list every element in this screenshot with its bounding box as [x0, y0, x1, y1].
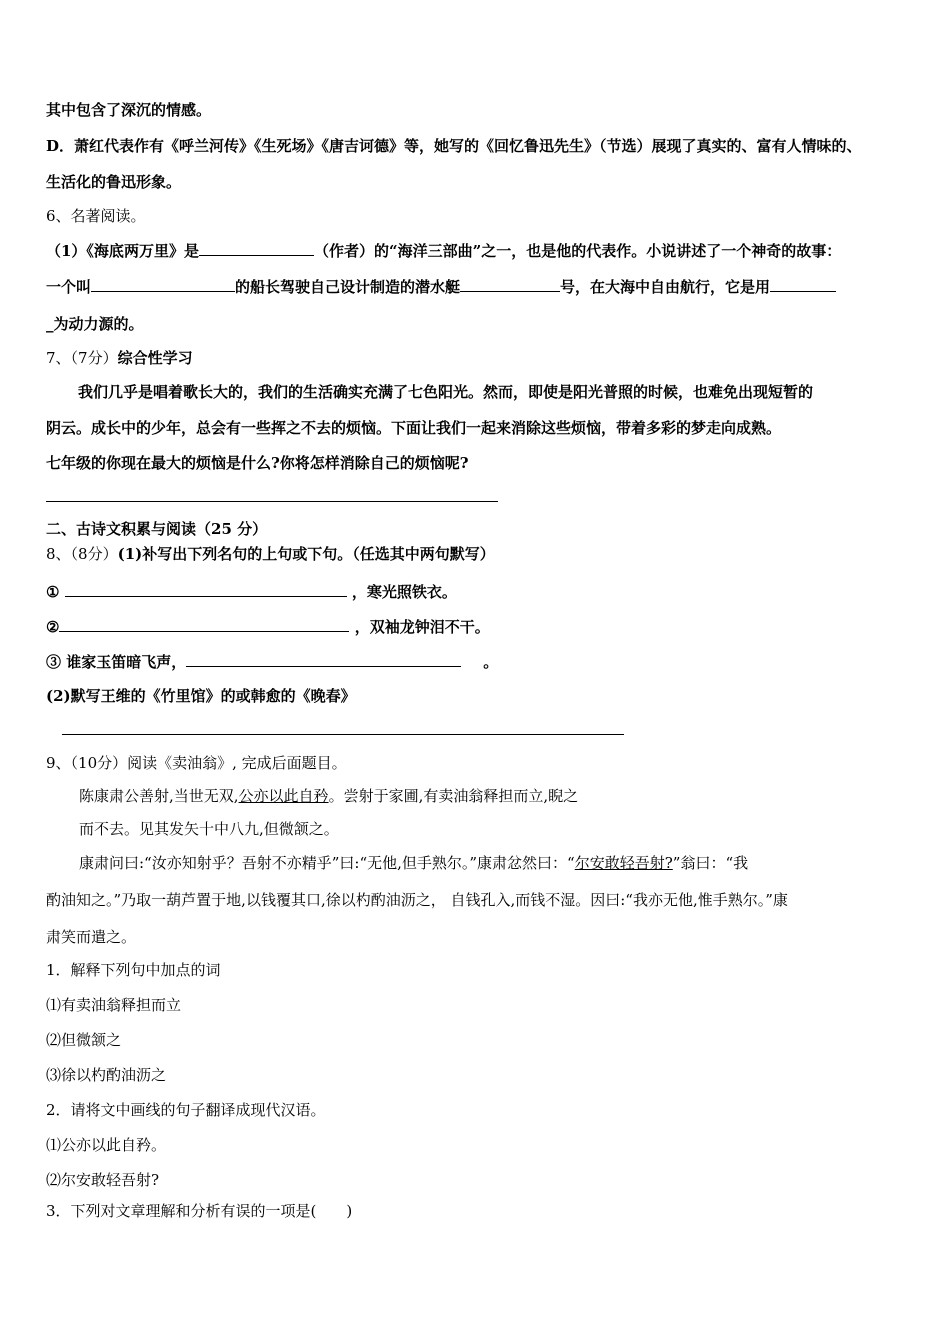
blank-submarine[interactable] [460, 276, 560, 292]
question-6-line-3: _为动力源的。 [46, 315, 144, 333]
q6-text: （1）《海底两万里》是 [46, 242, 199, 260]
q8-text: ，双袖龙钟泪不干。 [354, 618, 490, 636]
q8-item-4: (2)默写王维的《竹里馆》的或韩愈的《晚春》 [46, 687, 356, 705]
blank-author[interactable] [199, 240, 314, 256]
q8-text: ，寒光照铁衣。 [351, 583, 457, 601]
q7-number: 7、（7分） [46, 349, 118, 367]
passage-text: ”翁曰：“我 [672, 854, 749, 872]
text-line: 其中包含了深沉的情感。 [46, 101, 212, 119]
passage-text: 。尝射于家圃,有卖油翁释担而立,睨之 [328, 787, 579, 805]
q7-paragraph: 阴云。成长中的少年，总会有一些挥之不去的烦恼。下面让我们一起来消除这些烦恼，带着多彩的梦走向成熟。 [46, 419, 782, 437]
q8-text: ③ 谁家玉笛暗飞声， [46, 653, 187, 671]
q8-text: 。 [483, 653, 499, 671]
question-9-title: 9、（10分）阅读《卖油翁》, 完成后面题目。 [46, 754, 347, 772]
sub-question-3: 3．下列对文章理解和分析有误的一项是( ) [46, 1202, 353, 1220]
q8-number: 8、（8分） [46, 545, 118, 563]
sub-question-2a: ⑴公亦以此自矜。 [46, 1136, 167, 1154]
option-d: D．萧红代表作有《呼兰河传》《生死场》《唐吉诃德》等，她写的《回忆鲁迅先生》（节选）展现了真实的、富有人情味的、 [46, 137, 862, 155]
blank-captain[interactable] [91, 276, 235, 292]
passage-line [79, 853, 748, 873]
q8-item-2 [46, 616, 490, 637]
q7-title-text: 综合性学习 [117, 349, 193, 367]
sub-question-1a: ⑴有卖油翁释担而立 [46, 996, 182, 1014]
q8-title-text: (1)补写出下列名句的上句或下句。（任选其中两句默写） [117, 545, 495, 563]
question-6-line-1 [46, 240, 841, 261]
q8-item-3 [46, 651, 498, 672]
blank-poem-2[interactable] [59, 616, 349, 632]
q6-text: 的船长驾驶自己设计制造的潜水艇 [235, 278, 461, 296]
sub-question-1c: ⑶徐以杓酌油沥之 [46, 1066, 167, 1084]
q8-text: ② [46, 618, 60, 636]
q6-text: （作者）的“海洋三部曲”之一，也是他的代表作。小说讲述了一个神奇的故事： [313, 242, 842, 260]
underlined-sentence-1: 公亦以此自矜 [238, 787, 329, 805]
sub-question-2b: ⑵尔安敢轻吾射? [46, 1171, 160, 1189]
q6-text: 一个叫 [46, 278, 92, 296]
passage-line: 肃笑而遣之。 [46, 928, 137, 946]
passage-line: 而不去。见其发矢十中八九,但微颔之。 [79, 820, 339, 838]
q8-text: ① [46, 583, 60, 601]
passage-text: 康肃问曰:“汝亦知射乎？吾射不亦精乎”曰:“无他,但手熟尔。”康肃忿然曰：“ [79, 854, 575, 872]
sub-question-2: 2．请将文中画线的句子翻译成现代汉语。 [46, 1101, 326, 1119]
q6-text: 号，在大海中自由航行，它是用 [560, 278, 771, 296]
question-6-title: 6、名著阅读。 [46, 207, 146, 225]
text-line: 生活化的鲁迅形象。 [46, 173, 182, 191]
underlined-sentence-2: 尔安敢轻吾射? [574, 854, 673, 872]
question-7-title [46, 348, 193, 368]
blank-poem-1[interactable] [65, 581, 347, 597]
section-2-title: 二、古诗文积累与阅读（25 分） [46, 520, 268, 538]
passage-line: 酌油知之。”乃取一葫芦置于地,以钱覆其口,徐以杓酌油沥之， 自钱孔入,而钱不湿。因曰:“我亦无他,惟手熟尔。”康 [46, 891, 788, 909]
sub-question-1: 1．解释下列句中加点的词 [46, 961, 221, 979]
blank-power[interactable] [770, 276, 836, 292]
blank-poem-3[interactable] [186, 651, 461, 667]
answer-line[interactable] [46, 501, 498, 502]
q7-question: 七年级的你现在最大的烦恼是什么?你将怎样消除自己的烦恼呢? [46, 454, 469, 472]
q8-item-1 [46, 581, 457, 602]
sub-question-1b: ⑵但微颔之 [46, 1031, 122, 1049]
passage-line [79, 786, 578, 806]
answer-line[interactable] [62, 734, 624, 735]
passage-text: 陈康肃公善射,当世无双, [79, 787, 239, 805]
q7-paragraph: 我们几乎是唱着歌长大的，我们的生活确实充满了七色阳光。然而，即使是阳光普照的时候，也难免出现短暂的 [78, 383, 814, 401]
question-6-line-2 [46, 276, 836, 297]
question-8-title [46, 544, 495, 564]
